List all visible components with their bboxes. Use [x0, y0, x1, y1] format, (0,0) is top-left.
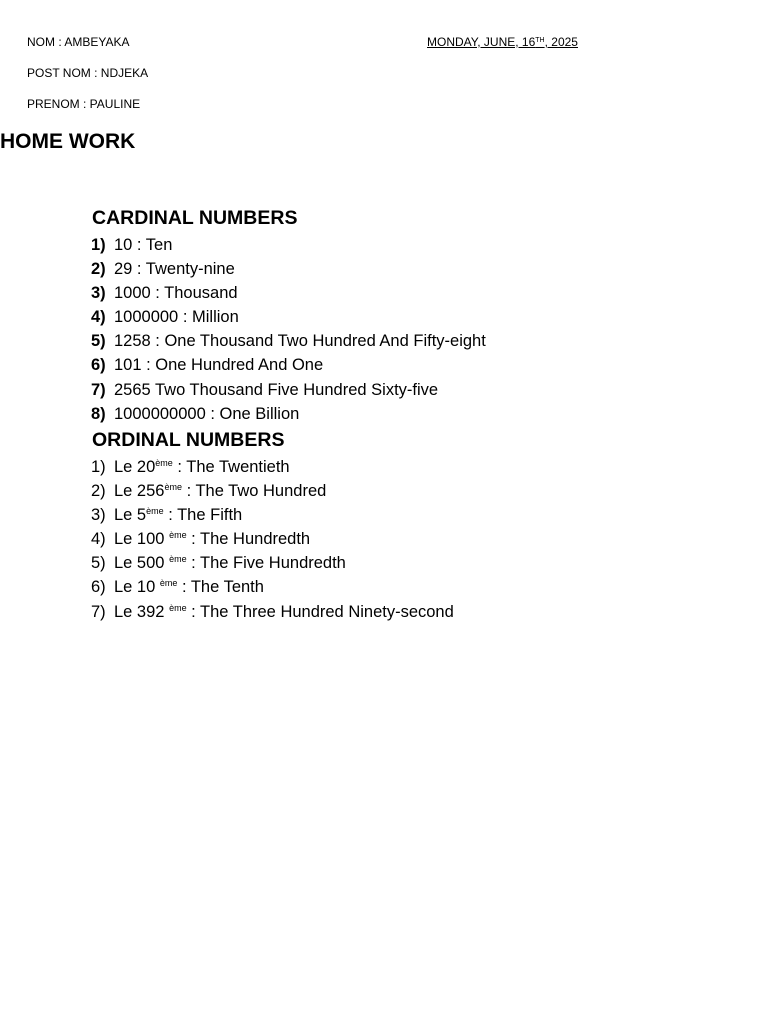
- item-superscript: ème: [169, 530, 187, 541]
- item-number: 5): [91, 332, 106, 351]
- item-text: [114, 575, 264, 599]
- item-number: 7): [91, 602, 106, 621]
- item-suffix: : The Twentieth: [172, 458, 290, 476]
- item-number: 8): [91, 404, 106, 423]
- item-superscript: ème: [146, 506, 164, 517]
- item-text: [114, 551, 346, 575]
- item-number: 4): [91, 308, 106, 327]
- nom-line: NOM : AMBEYAKA: [27, 35, 130, 49]
- item-prefix: Le 256: [114, 482, 165, 501]
- ordinal-heading: ORDINAL NUMBERS: [92, 429, 285, 451]
- item-number: 7): [91, 380, 106, 399]
- item-number: 3): [91, 284, 106, 303]
- item-number: 3): [91, 506, 106, 525]
- item-suffix: : The Three Hundred Ninety-second: [186, 602, 454, 621]
- item-superscript: ème: [159, 578, 178, 589]
- item-text: 10 : Ten: [114, 236, 173, 254]
- post-nom-line: POST NOM : NDJEKA: [27, 66, 149, 80]
- date-prefix: MONDAY, JUNE, 16: [427, 35, 536, 49]
- item-superscript: ème: [169, 554, 187, 565]
- item-number: 6): [91, 578, 106, 597]
- item-text: 101 : One Hundred And One: [114, 356, 324, 375]
- item-number: 2): [91, 260, 106, 279]
- item-superscript: ème: [169, 602, 187, 613]
- item-text: 1000000000 : One Billion: [114, 404, 300, 423]
- item-number: 2): [91, 482, 106, 501]
- item-text: 1000 : Thousand: [114, 284, 238, 303]
- item-text: [114, 479, 326, 503]
- item-prefix: Le 5: [114, 506, 147, 525]
- item-suffix: : The Fifth: [163, 506, 243, 525]
- item-suffix: : The Hundredth: [186, 530, 311, 549]
- item-number: 5): [91, 554, 106, 573]
- item-text: [114, 455, 290, 479]
- prenom-line: PRENOM : PAULINE: [27, 97, 141, 111]
- item-text: 29 : Twenty-nine: [114, 260, 235, 279]
- item-text: 1258 : One Thousand Two Hundred And Fifty-eight: [114, 332, 486, 351]
- item-superscript: ème: [155, 458, 173, 468]
- date-superscript: TH: [535, 37, 545, 44]
- item-prefix: Le 20: [114, 458, 156, 476]
- item-prefix: Le 500: [114, 554, 170, 573]
- item-prefix: Le 10: [114, 578, 160, 597]
- item-text: [114, 527, 310, 551]
- item-superscript: ème: [164, 482, 182, 493]
- item-number: 1): [91, 236, 106, 254]
- item-text: [114, 600, 454, 624]
- cardinal-heading: CARDINAL NUMBERS: [92, 207, 298, 229]
- item-suffix: : The Two Hundred: [181, 482, 327, 501]
- item-suffix: : The Tenth: [177, 578, 264, 597]
- item-number: 4): [91, 530, 106, 549]
- item-prefix: Le 392: [114, 602, 170, 621]
- item-number: 6): [91, 356, 106, 375]
- item-text: [114, 503, 242, 527]
- item-number: 1): [91, 458, 106, 476]
- item-text: 2565 Two Thousand Five Hundred Sixty-five: [114, 380, 439, 399]
- page-title: HOME WORK: [0, 130, 136, 153]
- item-text: 1000000 : Million: [114, 308, 239, 327]
- date-line: [427, 35, 578, 49]
- item-prefix: Le 100: [114, 530, 170, 549]
- date-suffix: , 2025: [544, 35, 578, 49]
- item-suffix: : The Five Hundredth: [186, 554, 346, 573]
